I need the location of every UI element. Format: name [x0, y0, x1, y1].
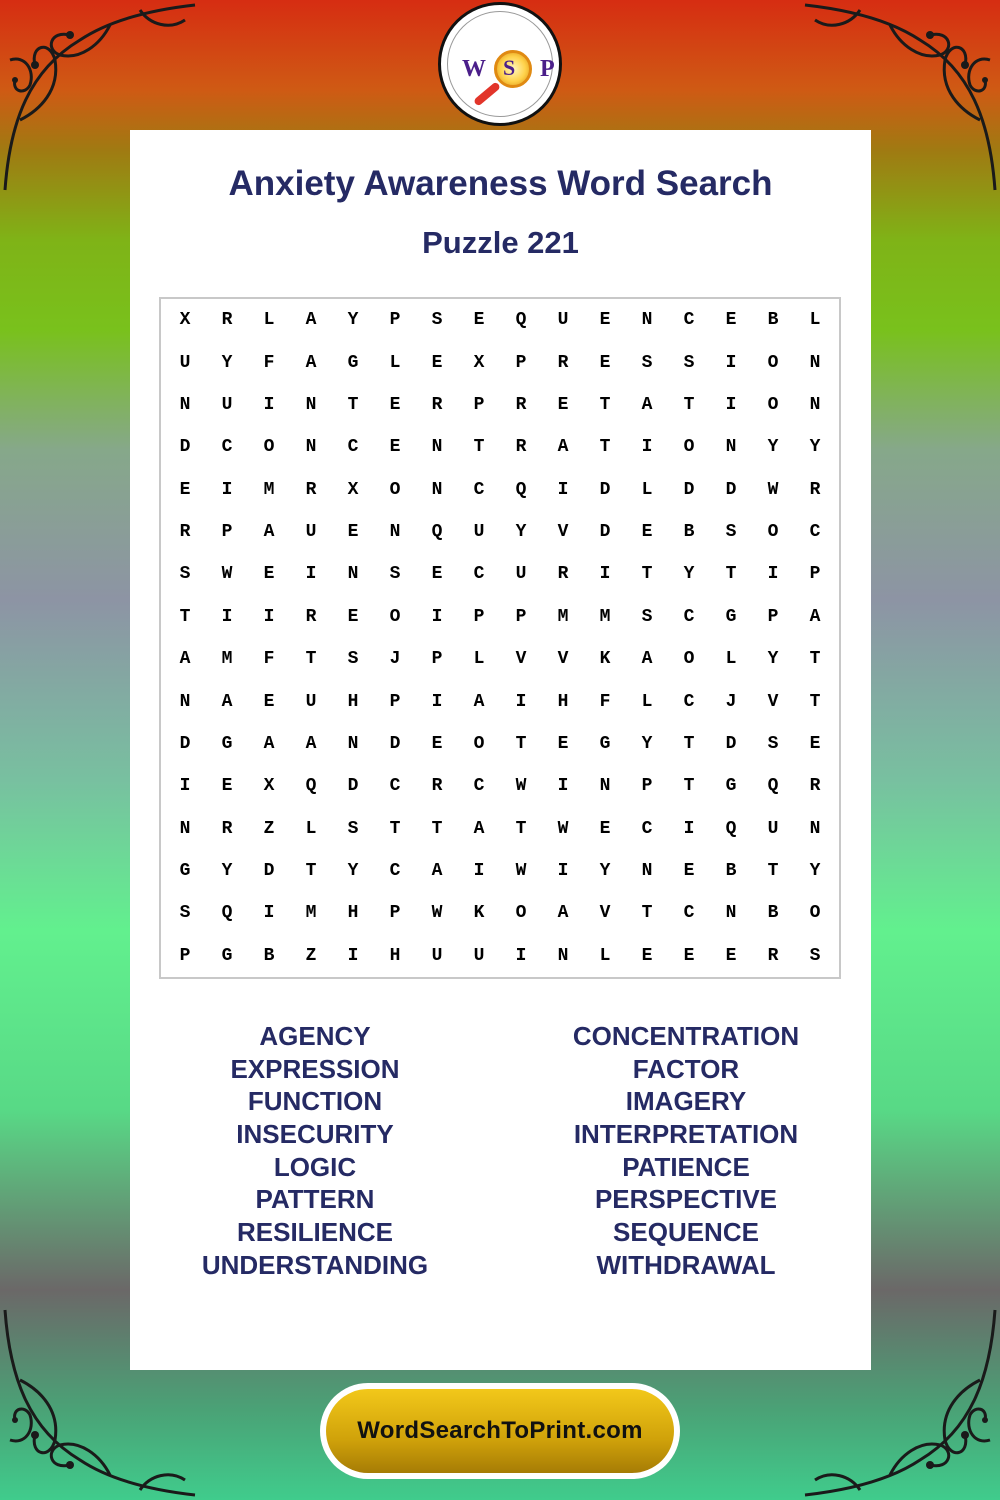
grid-cell[interactable]: W [515, 776, 527, 797]
grid-cell[interactable]: N [641, 861, 653, 882]
word-list-left [130, 1020, 500, 1282]
grid-cell[interactable]: U [767, 818, 779, 839]
grid-cell[interactable]: I [725, 352, 737, 373]
word-list-item: PATTERN [255, 1184, 375, 1215]
grid-cell[interactable]: C [683, 691, 695, 712]
grid-cell[interactable]: C [809, 522, 821, 543]
grid-cell[interactable]: U [473, 522, 485, 543]
grid-cell[interactable]: T [683, 733, 695, 754]
grid-cell[interactable]: I [641, 437, 653, 458]
grid-cell[interactable]: U [305, 691, 317, 712]
grid-cell[interactable]: F [263, 352, 275, 373]
grid-cell[interactable]: E [599, 310, 611, 331]
grid-cell[interactable]: C [473, 564, 485, 585]
grid-cell[interactable]: B [683, 522, 695, 543]
grid-cell[interactable]: R [557, 564, 569, 585]
grid-cell[interactable]: E [389, 437, 401, 458]
word-list-right [501, 1020, 871, 1282]
grid-cell[interactable]: T [431, 818, 443, 839]
grid-cell[interactable]: T [305, 649, 317, 670]
grid-cell[interactable]: S [347, 818, 359, 839]
grid-cell[interactable]: L [599, 945, 611, 966]
grid-cell[interactable]: I [725, 394, 737, 415]
grid-cell[interactable]: O [767, 394, 779, 415]
grid-cell[interactable]: L [389, 352, 401, 373]
grid-cell[interactable]: G [179, 861, 191, 882]
site-url[interactable]: WordSearchToPrint.com [326, 1389, 674, 1473]
grid-cell[interactable]: E [683, 945, 695, 966]
grid-cell[interactable]: E [179, 479, 191, 500]
grid-cell[interactable]: U [431, 945, 443, 966]
word-list-item: PATIENCE [622, 1151, 750, 1182]
grid-cell[interactable]: A [641, 394, 653, 415]
grid-cell[interactable]: G [221, 945, 233, 966]
grid-cell[interactable]: A [179, 649, 191, 670]
grid-cell[interactable]: U [179, 352, 191, 373]
grid-cell[interactable]: M [557, 606, 569, 627]
grid-cell[interactable]: S [179, 564, 191, 585]
grid-cell[interactable]: R [221, 818, 233, 839]
grid-cell[interactable]: V [515, 649, 527, 670]
grid-cell[interactable]: C [683, 903, 695, 924]
grid-cell[interactable]: H [557, 691, 569, 712]
grid-cell[interactable]: K [599, 649, 611, 670]
grid-cell[interactable]: E [221, 776, 233, 797]
logo-ring [447, 11, 553, 117]
grid-cell[interactable]: P [641, 776, 653, 797]
grid-cell[interactable]: I [305, 564, 317, 585]
grid-cell[interactable]: E [431, 564, 443, 585]
grid-cell[interactable]: P [221, 522, 233, 543]
grid-cell[interactable]: D [599, 522, 611, 543]
grid-cell[interactable]: X [263, 776, 275, 797]
grid-cell[interactable]: T [683, 776, 695, 797]
grid-cell[interactable]: X [347, 479, 359, 500]
grid-cell[interactable]: N [179, 818, 191, 839]
grid-cell[interactable]: R [515, 437, 527, 458]
grid-cell[interactable]: Q [767, 776, 779, 797]
grid-cell[interactable]: U [221, 394, 233, 415]
grid-cell[interactable]: R [767, 945, 779, 966]
grid-cell[interactable]: I [767, 564, 779, 585]
grid-cell[interactable]: V [557, 522, 569, 543]
grid-cell[interactable]: C [473, 479, 485, 500]
grid-cell[interactable]: S [179, 903, 191, 924]
grid-cell[interactable]: E [641, 522, 653, 543]
grid-cell[interactable]: H [347, 903, 359, 924]
grid-cell[interactable]: Z [305, 945, 317, 966]
word-list-item: AGENCY [259, 1021, 371, 1051]
magnifier-handle-icon [473, 81, 501, 106]
grid-cell[interactable]: G [221, 733, 233, 754]
grid-cell[interactable]: N [557, 945, 569, 966]
word-list-item: SEQUENCE [613, 1217, 759, 1248]
grid-cell[interactable]: R [809, 776, 821, 797]
site-footer-badge[interactable] [320, 1383, 680, 1479]
grid-cell[interactable]: E [263, 564, 275, 585]
grid-cell[interactable]: X [179, 310, 191, 331]
grid-cell[interactable]: Q [305, 776, 317, 797]
grid-cell[interactable]: S [641, 352, 653, 373]
grid-cell[interactable]: Y [347, 310, 359, 331]
grid-cell[interactable]: N [431, 479, 443, 500]
grid-cell[interactable]: M [221, 649, 233, 670]
grid-cell[interactable]: I [473, 861, 485, 882]
grid-cell[interactable]: A [557, 903, 569, 924]
grid-cell[interactable]: T [683, 394, 695, 415]
grid-cell[interactable]: I [431, 606, 443, 627]
grid-cell[interactable]: T [179, 606, 191, 627]
grid-cell[interactable]: P [515, 606, 527, 627]
grid-cell[interactable]: N [431, 437, 443, 458]
grid-cell[interactable]: I [263, 903, 275, 924]
grid-cell[interactable]: D [179, 733, 191, 754]
grid-cell[interactable]: Y [767, 649, 779, 670]
grid-cell[interactable]: I [599, 564, 611, 585]
grid-cell[interactable]: M [263, 479, 275, 500]
logo-letter-w: W [462, 56, 486, 82]
grid-cell[interactable]: T [641, 903, 653, 924]
grid-cell[interactable]: N [179, 691, 191, 712]
grid-cell[interactable]: S [683, 352, 695, 373]
grid-cell[interactable]: B [767, 310, 779, 331]
grid-cell[interactable]: R [305, 479, 317, 500]
grid-cell[interactable]: A [263, 733, 275, 754]
grid-cell[interactable]: Z [263, 818, 275, 839]
grid-cell[interactable]: C [473, 776, 485, 797]
grid-cell[interactable]: O [473, 733, 485, 754]
grid-cell[interactable]: B [767, 903, 779, 924]
grid-cell[interactable]: O [683, 649, 695, 670]
grid-cell[interactable]: H [389, 945, 401, 966]
grid-cell[interactable]: R [515, 394, 527, 415]
grid-cell[interactable]: D [725, 479, 737, 500]
grid-cell[interactable]: A [305, 352, 317, 373]
grid-cell[interactable]: R [221, 310, 233, 331]
grid-cell[interactable]: L [473, 649, 485, 670]
grid-cell[interactable]: D [683, 479, 695, 500]
page-title: Anxiety Awareness Word Search [228, 164, 773, 203]
grid-cell[interactable]: O [515, 903, 527, 924]
grid-cell[interactable]: W [557, 818, 569, 839]
word-list-item: CONCENTRATION [572, 1021, 800, 1051]
grid-cell[interactable]: S [809, 945, 821, 966]
grid-cell[interactable]: N [305, 394, 317, 415]
grid-cell[interactable]: Y [641, 733, 653, 754]
grid-cell[interactable]: E [347, 606, 359, 627]
grid-cell[interactable]: U [515, 564, 527, 585]
word-list-item: FACTOR [632, 1053, 740, 1084]
grid-cell[interactable]: Q [515, 479, 527, 500]
grid-cell[interactable]: N [641, 310, 653, 331]
grid-cell[interactable]: O [683, 437, 695, 458]
grid-cell[interactable]: A [305, 733, 317, 754]
grid-cell[interactable]: E [599, 818, 611, 839]
grid-cell[interactable]: X [473, 352, 485, 373]
grid-cell[interactable]: Y [515, 522, 527, 543]
grid-cell[interactable]: Q [431, 522, 443, 543]
grid-cell[interactable]: C [347, 437, 359, 458]
word-list-item: INTERPRETATION [573, 1119, 799, 1150]
grid-cell[interactable]: N [809, 394, 821, 415]
grid-cell[interactable]: E [263, 691, 275, 712]
grid-cell[interactable]: N [389, 522, 401, 543]
grid-cell[interactable]: N [725, 903, 737, 924]
grid-cell[interactable]: P [473, 606, 485, 627]
grid-cell[interactable]: J [389, 649, 401, 670]
grid-cell[interactable]: G [725, 606, 737, 627]
grid-cell[interactable]: D [725, 733, 737, 754]
grid-cell[interactable]: E [431, 733, 443, 754]
grid-cell[interactable]: E [641, 945, 653, 966]
grid-cell[interactable]: I [263, 394, 275, 415]
word-list-item: PERSPECTIVE [594, 1184, 778, 1215]
word-list-item: INSECURITY [236, 1119, 394, 1150]
grid-cell[interactable]: R [179, 522, 191, 543]
grid-cell[interactable]: T [473, 437, 485, 458]
grid-cell[interactable]: B [263, 945, 275, 966]
grid-cell[interactable]: O [263, 437, 275, 458]
logo-letter-p: P [540, 56, 555, 82]
grid-cell[interactable]: P [389, 691, 401, 712]
grid-cell[interactable]: D [389, 733, 401, 754]
grid-cell[interactable]: E [347, 522, 359, 543]
grid-cell[interactable]: N [347, 733, 359, 754]
grid-cell[interactable]: W [431, 903, 443, 924]
grid-cell[interactable]: V [767, 691, 779, 712]
grid-cell[interactable]: I [179, 776, 191, 797]
grid-cell[interactable]: D [179, 437, 191, 458]
grid-cell[interactable]: E [599, 352, 611, 373]
grid-cell[interactable]: T [305, 861, 317, 882]
grid-cell[interactable]: T [641, 564, 653, 585]
grid-cell[interactable]: O [389, 606, 401, 627]
grid-cell[interactable]: Y [599, 861, 611, 882]
grid-cell[interactable]: U [557, 310, 569, 331]
grid-cell[interactable]: W [515, 861, 527, 882]
grid-cell[interactable]: S [389, 564, 401, 585]
grid-cell[interactable]: E [725, 310, 737, 331]
grid-cell[interactable]: I [263, 606, 275, 627]
grid-cell[interactable]: O [767, 522, 779, 543]
grid-cell[interactable]: S [431, 310, 443, 331]
site-logo[interactable] [438, 2, 562, 126]
grid-cell[interactable]: N [347, 564, 359, 585]
grid-cell[interactable]: L [809, 310, 821, 331]
grid-cell[interactable]: I [683, 818, 695, 839]
grid-cell[interactable]: T [515, 733, 527, 754]
grid-cell[interactable]: D [347, 776, 359, 797]
grid-cell[interactable]: C [221, 437, 233, 458]
grid-cell[interactable]: P [389, 903, 401, 924]
grid-cell[interactable]: G [599, 733, 611, 754]
grid-cell[interactable]: L [641, 479, 653, 500]
grid-cell[interactable]: U [305, 522, 317, 543]
grid-cell[interactable]: A [431, 861, 443, 882]
grid-cell[interactable]: A [263, 522, 275, 543]
grid-cell[interactable]: D [263, 861, 275, 882]
grid-cell[interactable]: P [809, 564, 821, 585]
grid-cell[interactable]: L [305, 818, 317, 839]
grid-cell[interactable]: P [767, 606, 779, 627]
grid-cell[interactable]: R [557, 352, 569, 373]
grid-cell[interactable]: P [179, 945, 191, 966]
grid-cell[interactable]: F [263, 649, 275, 670]
grid-cell[interactable]: E [431, 352, 443, 373]
grid-cell[interactable]: A [473, 691, 485, 712]
grid-cell[interactable]: P [515, 352, 527, 373]
grid-cell[interactable]: Y [221, 352, 233, 373]
grid-cell[interactable]: T [599, 437, 611, 458]
grid-cell[interactable]: W [221, 564, 233, 585]
grid-cell[interactable]: E [557, 394, 569, 415]
grid-cell[interactable]: T [767, 861, 779, 882]
grid-cell[interactable]: S [767, 733, 779, 754]
grid-cell[interactable]: M [599, 606, 611, 627]
grid-cell[interactable]: E [389, 394, 401, 415]
grid-cell[interactable]: V [557, 649, 569, 670]
grid-cell[interactable]: U [473, 945, 485, 966]
grid-cell[interactable]: S [347, 649, 359, 670]
grid-cell[interactable]: G [347, 352, 359, 373]
word-list-item: WITHDRAWAL [596, 1249, 776, 1280]
grid-cell[interactable]: E [683, 861, 695, 882]
logo-letter-s: S [503, 55, 516, 80]
grid-cell[interactable]: S [725, 522, 737, 543]
grid-cell[interactable]: P [473, 394, 485, 415]
grid-cell[interactable]: E [557, 733, 569, 754]
grid-cell[interactable]: O [809, 903, 821, 924]
grid-cell[interactable]: O [389, 479, 401, 500]
word-list-item: EXPRESSION [230, 1053, 400, 1084]
grid-cell[interactable]: A [473, 818, 485, 839]
grid-cell[interactable]: E [809, 733, 821, 754]
grid-cell[interactable]: T [725, 564, 737, 585]
grid-cell[interactable]: Y [767, 437, 779, 458]
grid-cell[interactable]: S [641, 606, 653, 627]
grid-cell[interactable]: C [389, 776, 401, 797]
grid-cell[interactable]: T [599, 394, 611, 415]
word-list-item: FUNCTION [247, 1086, 383, 1117]
grid-cell[interactable]: B [725, 861, 737, 882]
grid-cell[interactable]: I [221, 479, 233, 500]
word-list-item: UNDERSTANDING [201, 1249, 429, 1280]
grid-cell[interactable]: R [431, 394, 443, 415]
grid-cell[interactable]: L [641, 691, 653, 712]
grid-cell[interactable]: W [767, 479, 779, 500]
word-list-item: IMAGERY [625, 1086, 747, 1117]
grid-cell[interactable]: A [641, 649, 653, 670]
word-list-item: RESILIENCE [236, 1217, 394, 1248]
grid-cell[interactable]: I [557, 479, 569, 500]
letter-grid[interactable] [159, 297, 841, 979]
grid-cell[interactable]: G [725, 776, 737, 797]
grid-cell[interactable]: J [725, 691, 737, 712]
grid-cell[interactable]: E [473, 310, 485, 331]
grid-cell[interactable]: Y [683, 564, 695, 585]
grid-cell[interactable]: I [557, 861, 569, 882]
grid-cell[interactable]: Q [221, 903, 233, 924]
grid-cell[interactable]: R [305, 606, 317, 627]
grid-cell[interactable]: T [809, 691, 821, 712]
grid-cell[interactable]: E [725, 945, 737, 966]
grid-cell[interactable]: K [473, 903, 485, 924]
grid-cell[interactable]: I [515, 945, 527, 966]
grid-cell[interactable]: N [725, 437, 737, 458]
grid-cell[interactable]: T [809, 649, 821, 670]
grid-cell[interactable]: Q [725, 818, 737, 839]
grid-cell[interactable]: C [641, 818, 653, 839]
grid-cell[interactable]: O [767, 352, 779, 373]
grid-cell[interactable]: C [389, 861, 401, 882]
grid-cell[interactable]: T [347, 394, 359, 415]
grid-cell[interactable]: N [809, 352, 821, 373]
grid-cell[interactable]: N [809, 818, 821, 839]
grid-cell[interactable]: T [389, 818, 401, 839]
grid-cell[interactable]: D [599, 479, 611, 500]
grid-cell[interactable]: N [305, 437, 317, 458]
grid-cell[interactable]: H [347, 691, 359, 712]
grid-cell[interactable]: R [809, 479, 821, 500]
word-list-item: LOGIC [273, 1151, 357, 1182]
grid-cell[interactable]: T [515, 818, 527, 839]
grid-cell[interactable]: Y [809, 437, 821, 458]
grid-cell[interactable]: A [221, 691, 233, 712]
grid-cell[interactable]: C [683, 606, 695, 627]
puzzle-number: Puzzle 221 [422, 225, 579, 260]
grid-cell[interactable]: Y [221, 861, 233, 882]
grid-cell[interactable]: Y [347, 861, 359, 882]
grid-cell[interactable]: I [431, 691, 443, 712]
grid-cell[interactable]: A [557, 437, 569, 458]
grid-cell[interactable]: V [599, 903, 611, 924]
grid-cell[interactable]: I [557, 776, 569, 797]
grid-cell[interactable]: A [809, 606, 821, 627]
grid-cell[interactable]: I [347, 945, 359, 966]
grid-cell[interactable]: P [431, 649, 443, 670]
grid-cell[interactable]: I [221, 606, 233, 627]
grid-cell[interactable]: P [389, 310, 401, 331]
grid-cell[interactable]: L [725, 649, 737, 670]
grid-cell[interactable]: Q [515, 310, 527, 331]
grid-cell[interactable]: R [431, 776, 443, 797]
grid-cell[interactable]: N [179, 394, 191, 415]
grid-cell[interactable]: N [599, 776, 611, 797]
grid-cell[interactable]: Y [809, 861, 821, 882]
grid-cell[interactable]: L [263, 310, 275, 331]
puzzle-card [130, 130, 871, 1370]
grid-cell[interactable]: A [305, 310, 317, 331]
grid-cell[interactable]: I [515, 691, 527, 712]
grid-cell[interactable]: F [599, 691, 611, 712]
grid-cell[interactable]: M [305, 903, 317, 924]
grid-cell[interactable]: C [683, 310, 695, 331]
